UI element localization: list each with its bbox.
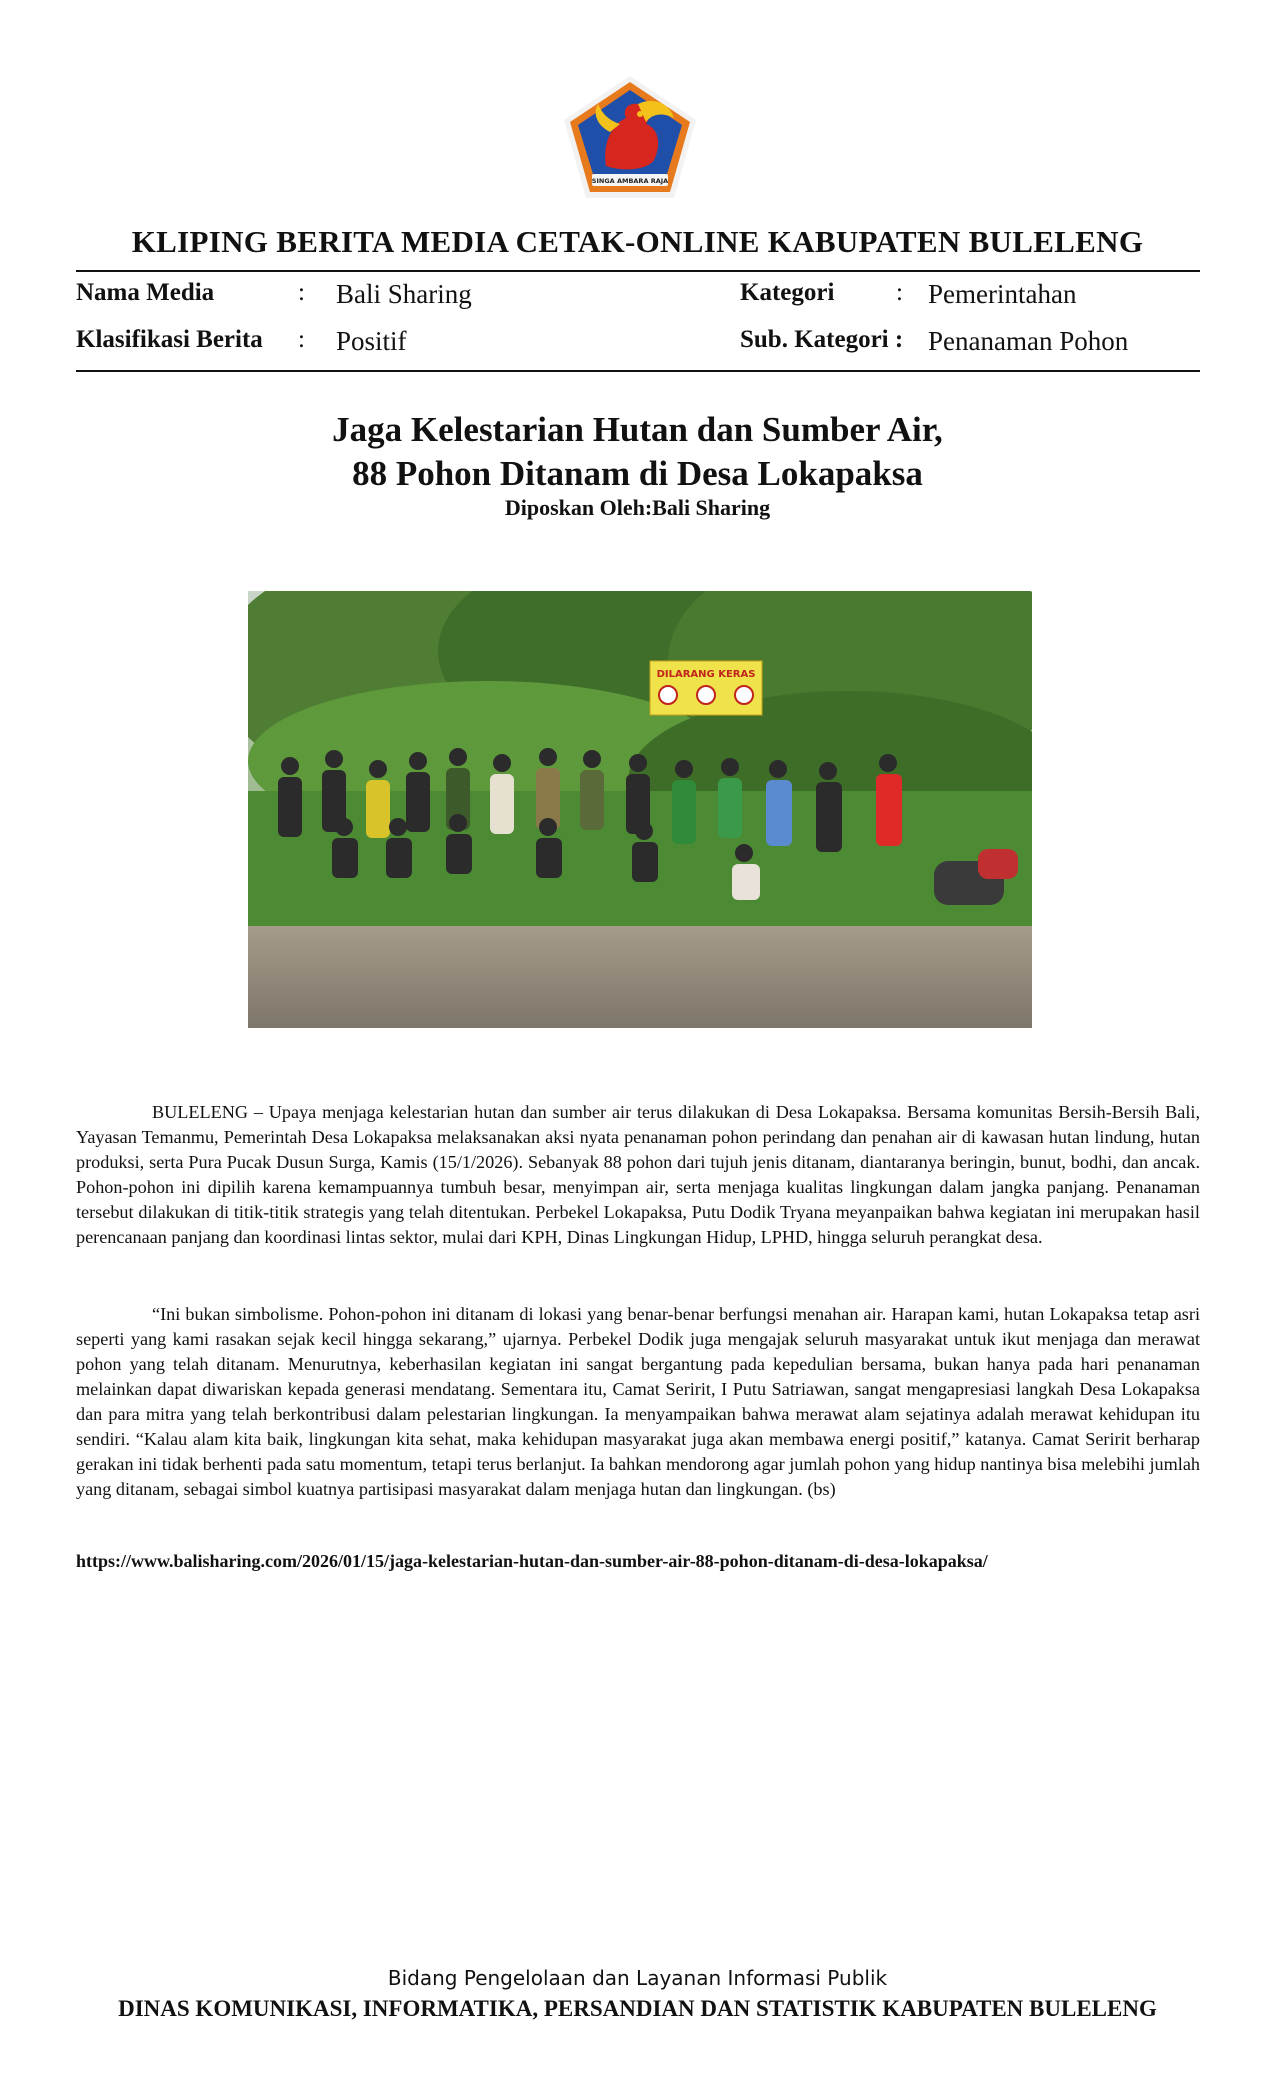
divider-bottom [76, 370, 1200, 372]
media-name-colon: : [298, 279, 305, 306]
classification-colon: : [298, 326, 305, 353]
footer-agency: DINAS KOMUNIKASI, INFORMATIKA, PERSANDIAN DAN STATISTIK KABUPATEN BULELENG [118, 1996, 1157, 2021]
buleleng-regency-logo [562, 74, 698, 200]
subcategory-label: Sub. Kategori : [740, 326, 904, 353]
classification-value: Positif [336, 326, 407, 356]
footer-division: Bidang Pengelolaan dan Layanan Informasi Publik [387, 1966, 888, 1990]
article-title-line-2: 88 Pohon Ditanam di Desa Lokapaksa [352, 454, 923, 493]
photo-banner-text: DILARANG KERAS [656, 669, 756, 680]
lion-crest-icon [562, 74, 698, 200]
logo-motto: SINGA AMBARA RAJA [591, 177, 669, 185]
divider-top [76, 270, 1200, 272]
category-colon: : [896, 279, 903, 306]
article-paragraph-2: “Ini bukan simbolisme. Pohon-pohon ini ditanam di lokasi yang benar-benar berfungsi menahan air. Harapan kami, hutan Lokapaksa tetap asri seperti yang kami rasakan sejak kecil hingga sekarang,” ujarnya. Perbekel Dodik juga mengajak seluruh masyarakat untuk ikut menjaga dan merawat pohon yang telah ditanam. Menurutnya, keberhasilan kegiatan ini sangat bergantung pada kepedulian bersama, bukan hanya pada hari penanaman melainkan dapat diwariskan kepada generasi mendatang. Sementara itu, Camat Seririt, I Putu Satriawan, sangat mengapresiasi langkah Desa Lokapaksa dan para mitra yang telah berkontribusi dalam pelestarian lingkungan. Ia menyampaikan bahwa merawat alam sejatinya adalah merawat kehidupan itu sendiri. “Kalau alam kita baik, lingkungan kita sehat, maka kehidupan masyarakat juga akan membawa energi positif,” katanya. Camat Seririt berharap gerakan ini tidak berhenti pada satu momentum, tetapi terus berlanjut. Ia bahkan mendorong agar jumlah pohon yang hidup nantinya bisa melebihi jumlah yang ditanam, sebagai simbol kuatnya partisipasi masyarakat dalam menjaga hutan dan lingkungan. (bs) [76, 1304, 1200, 1499]
category-value: Pemerintahan [928, 279, 1077, 309]
category-label: Kategori [740, 279, 835, 306]
document-header-title: KLIPING BERITA MEDIA CETAK-ONLINE KABUPATEN BULELENG [131, 224, 1144, 259]
classification-label: Klasifikasi Berita [76, 326, 263, 353]
source-url-link[interactable]: https://www.balisharing.com/2026/01/15/jaga-kelestarian-hutan-dan-sumber-air-88-pohon-ditanam-di-desa-lokapaksa/ [76, 1551, 988, 1571]
article-title-line-1: Jaga Kelestarian Hutan dan Sumber Air, [332, 410, 943, 449]
media-name-label: Nama Media [76, 279, 215, 306]
article-photo [248, 591, 1032, 1028]
article-paragraph-1: BULELENG – Upaya menjaga kelestarian hutan dan sumber air terus dilakukan di Desa Lokapaksa. Bersama komunitas Bersih-Bersih Bali, Yayasan Temanmu, Pemerintah Desa Lokapaksa melaksanakan aksi nyata penanaman pohon perindang dan penahan air di kawasan hutan lindung, hutan produksi, serta Pura Pucak Dusun Surga, Kamis (15/1/2026). Sebanyak 88 pohon dari tujuh jenis ditanam, diantaranya beringin, bunut, bodhi, dan ancak. Pohon-pohon ini dipilih karena kemampuannya tumbuh besar, menyimpan air, serta menjaga kualitas lingkungan dalam jangka panjang. Penanaman tersebut dilakukan di titik-titik strategis yang telah ditentukan. Perbekel Lokapaksa, Putu Dodik Tryana meyanpaikan bahwa kegiatan ini merupakan hasil perencanaan panjang dan koordinasi lintas sektor, mulai dari KPH, Dinas Lingkungan Hidup, LPHD, hingga seluruh perangkat desa. [76, 1102, 1200, 1247]
subcategory-value: Penanaman Pohon [928, 326, 1129, 356]
posted-by: Diposkan Oleh:Bali Sharing [504, 495, 771, 520]
media-name-value: Bali Sharing [336, 279, 472, 309]
